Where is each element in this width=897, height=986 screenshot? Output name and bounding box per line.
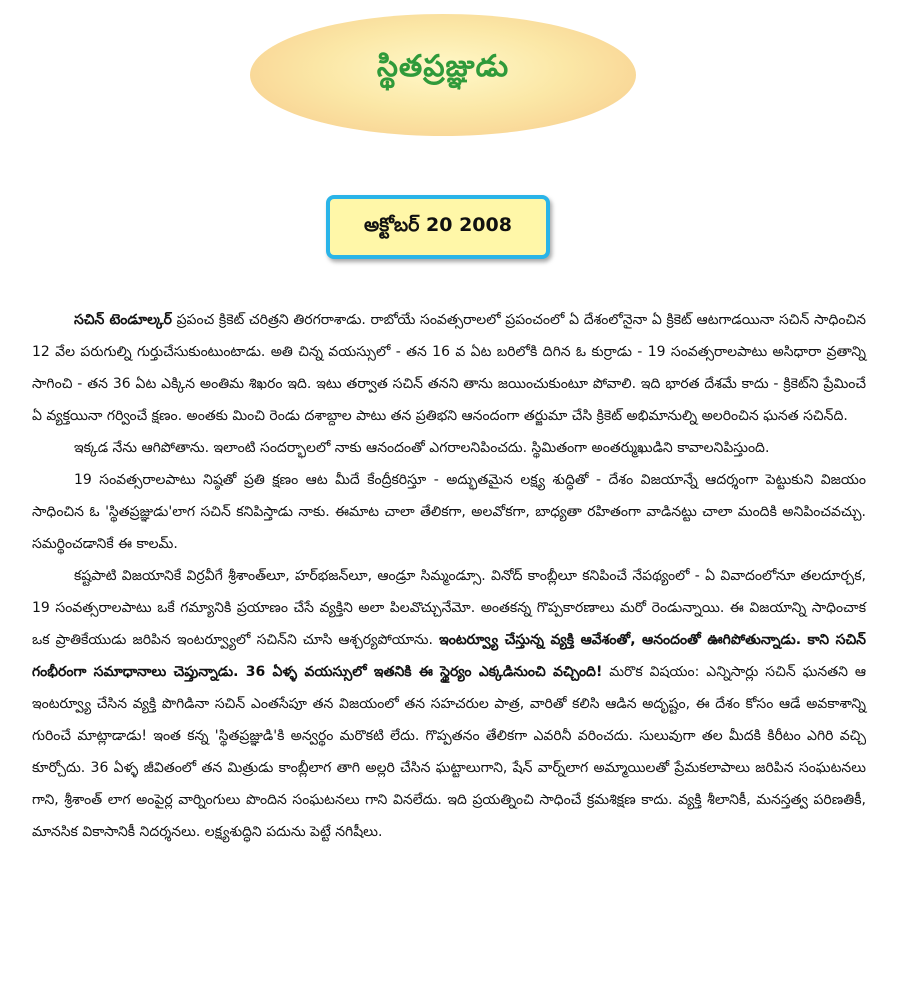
paragraph-2: ఇక్కడ నేను ఆగిపోతాను. ఇలాంటి సందర్భాలలో నాకు ఆనందంతో ఎగరాలనిపించదు. స్థిమితంగా అంతర్ముఖుడిని కావాలనిపిస్తుంది. xyxy=(74,440,770,456)
paragraph-3: 19 సంవత్సరాలపాటు నిష్ఠతో ప్రతి క్షణం ఆట మీదే కేంద్రీకరిస్తూ - అద్భుతమైన లక్ష్య శుద్ధితో - దేశం విజయాన్నే ఆదర్శంగా పెట్టుకుని విజయం సాధించిన ఓ 'స్థితప్రజ్ఞుడు'లాగ సచిన్ కనిపిస్తాడు నాకు. ఈమాట చాలా తేలికగా, అలవోకగా, బాధ్యతా రహితంగా వాడినట్టు చాలా మందికి అనిపించవచ్చు. సమర్థించడానికే ఈ కాలమ్. xyxy=(32,472,866,552)
paragraph-4 xyxy=(32,560,866,848)
title-banner xyxy=(250,14,636,136)
paragraph-1-lead: సచిన్ టెండూల్కర్ xyxy=(74,312,172,328)
paragraph-4-highlight: ఇంటర్వ్యూ చేస్తున్న వ్యక్తి ఆవేశంతో, ఆనందంతో ఊగిపోతున్నాడు. కాని సచిన్ గంభీరంగా సమాధానాలు చెప్తున్నాడు. 36 ఏళ్ళ వయస్సులో ఇతనికి ఈ స్థైర్యం ఎక్కడినుంచి వచ్చింది! xyxy=(32,632,866,680)
paragraph-4-text-a: కష్టపాటి విజయానికే విర్రవీగే శ్రీశాంత్‌లూ, హర్‌భజన్‌లూ, ఆండ్రూ సిమ్మండ్సూ. వినోద్ కాంబ్లీలూ కనిపించే నేపథ్యంలో - ఏ వివాదంలోనూ తలదూర్చక, 19 సంవత్సరాలపాటు ఒకే గమ్యానికి ప్రయాణం చేసే వ్యక్తిని అలా పిలవొచ్చునేమో. అంతకన్న గొప్పకారణాలు మరో రెండున్నాయి. ఈ విజయాన్ని సాధించాక ఒక ప్రాతికేయుడు జరిపిన ఇంటర్వ్యూలో సచిన్‌ని చూసి ఆశ్చర్యపోయాను. xyxy=(32,568,866,648)
paragraph-4-text-b: మరొక విషయం: ఎన్నిసార్లు సచిన్ ఘనతని ఆ ఇంటర్వ్యూ చేసిన వ్యక్తి పొగిడినా సచిన్ ఎంతసేపూ తన విజయంలో తన సహచరుల పాత్ర, వారితో కలిసి ఆడిన అదృష్టం, ఈ దేశం కోసం ఆడే అవకాశాన్ని గురించే మాట్లాడాడు! ఇంత కన్న 'స్థితప్రజ్ఞుడి'కి అన్వర్థం మరొకటి లేదు. గొప్పతనం తేలికగా ఎవరినీ వరించదు. సులువుగా తల మీదకి కిరీటం ఎగిరి వచ్చి కూర్చోదు. 36 ఏళ్ళ జీవితంలో తన మిత్రుడు కాంబ్లీలాగ తాగి అల్లరి చేసిన ఘట్టాలుగాని, షేన్ వార్న్‌లాగ అమ్మాయిలతో ప్రేమకలాపాలు జరిపిన సంఘటనలు గాని, శ్రీశాంత్ లాగ అంపైర్ల వార్నింగులు పొందిన సంఘటనలు గాని వినలేదు. ఇది ప్రయత్నించి సాధించే క్రమశిక్షణ కాదు. వ్యక్తి శీలానికీ, మనస్తత్వ పరిణతికీ, మానసిక వికాసానికీ నిదర్శనలు. లక్ష్యశుద్ధిని పదును పెట్టే నగిషీలు. xyxy=(32,664,867,840)
page-title: స్థితప్రజ్ఞుడు xyxy=(376,49,510,84)
date-box xyxy=(326,195,550,259)
paragraph-1-text: ప్రపంచ క్రికెట్ చరిత్రని తిరగరాశాడు. రాబోయే సంవత్సరాలలో ప్రపంచంలో ఏ దేశంలోనైనా ఏ క్రికెట్ ఆటగాడయినా సచిన్ సాధించిన 12 వేల పరుగుల్ని గుర్తుచేసుకుంటుంటాడు. అతి చిన్న వయస్సులో - తన 16 వ ఏట బరిలోకి దిగిన ఓ కుర్రాడు - 19 సంవత్సరాలపాటు అసిధారా వ్రతాన్ని సాగించి - తన 36 ఏట ఎక్కిన అంతిమ శిఖరం ఇది. ఇటు తర్వాత సచిన్ తనని తాను జయించుకుంటూ పోవాలి. ఇది భారత దేశమే కాదు - క్రికెట్‌ని ప్రేమించే ఏ వ్యక్తయినా గర్వించే క్షణం. అంతకు మించి రెండు దశాబ్దాల పాటు తన ప్రతిభని ఆనందంగా తర్జుమా చేసి క్రికెట్ అభిమానుల్ని అలరించిన ఘనత సచిన్‌ది. xyxy=(32,312,866,424)
article-body xyxy=(32,304,866,848)
article-date: అక్టోబర్ 20 2008 xyxy=(364,213,512,236)
paragraph-1 xyxy=(32,304,866,432)
